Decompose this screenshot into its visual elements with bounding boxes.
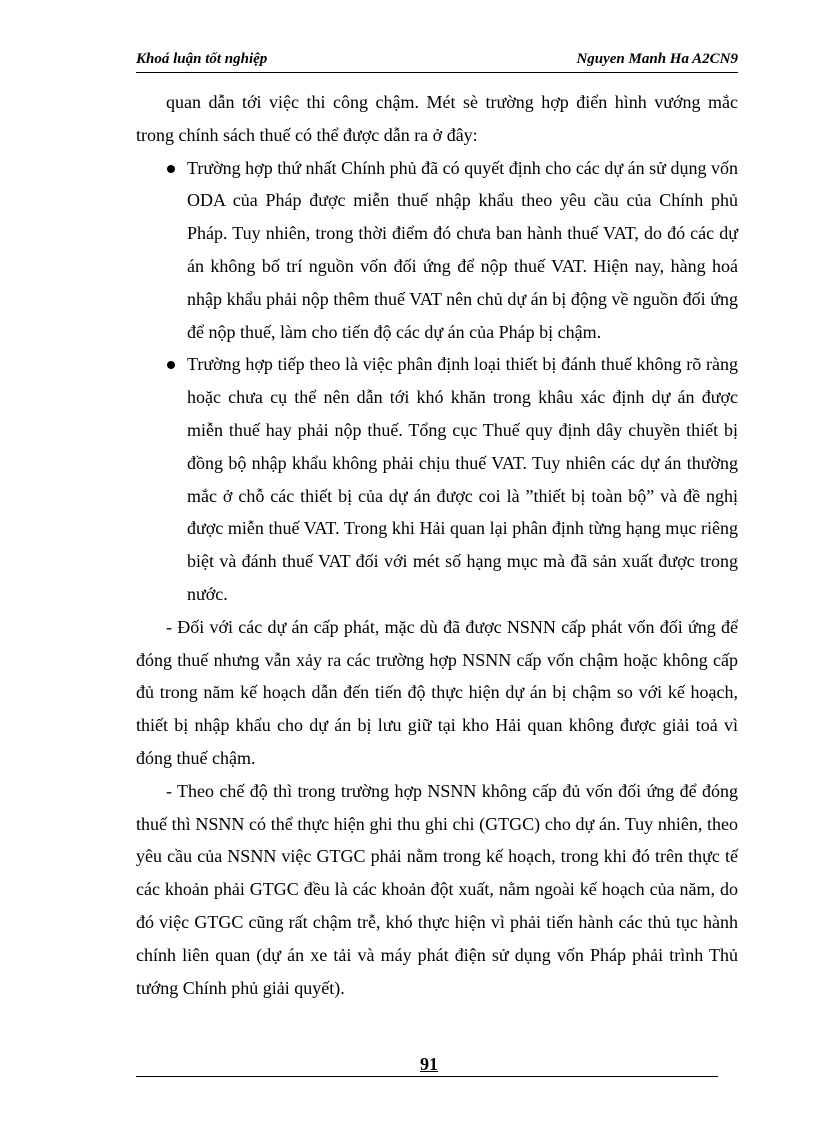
- bullet-text: Trường hợp tiếp theo là việc phân định loại thiết bị đánh thuế không rõ ràng hoặc chưa cụ thể nên dẫn tới khó khăn trong khâu xác định dự án được miễn thuế hay phải nộp thuế. Tổng cục Thuế quy định dây chuyền thiết bị đồng bộ nhập khẩu không phải chịu thuế VAT. Tuy nhiên các dự án thường mắc ở chỗ các thiết bị của dự án được coi là ”thiết bị toàn bộ” và đề nghị được miễn thuế VAT. Trong khi Hải quan lại phân định từng hạng mục riêng biệt và đánh thuế VAT đối với mét số hạng mục mà đã sản xuất được trong nước.: [187, 354, 738, 604]
- page-body: [136, 86, 738, 1004]
- paragraph-allocation: - Đối với các dự án cấp phát, mặc dù đã được NSNN cấp phát vốn đối ứng để đóng thuế nhưng vẫn xảy ra các trường hợp NSNN cấp vốn chậm hoặc không cấp đủ trong năm kế hoạch dẫn đến tiến độ thực hiện dự án bị chậm so với kế hoạch, thiết bị nhập khẩu cho dự án bị lưu giữ tại kho Hải quan không được giải toả vì đóng thuế chậm.: [136, 616, 738, 768]
- bullet-dot-icon: [167, 165, 175, 173]
- header-author: Nguyen Manh Ha A2CN9: [576, 51, 738, 67]
- page-header: [136, 50, 738, 73]
- intro-paragraph: quan dẫn tới việc thi công chậm. Mét sè trường hợp điển hình vướng mắc trong chính sách thuế có thể được dẫn ra ở đây:: [136, 92, 738, 145]
- header-thesis-title: Khoá luận tốt nghiệp: [136, 51, 268, 67]
- bullet-item: [136, 152, 738, 349]
- footer-rule: [136, 1076, 718, 1077]
- page-number: 91: [420, 1054, 438, 1074]
- paragraph-gtgc: - Theo chế độ thì trong trường hợp NSNN không cấp đủ vốn đối ứng để đóng thuế thì NSNN có thể thực hiện ghi thu ghi chi (GTGC) cho dự án. Tuy nhiên, theo yêu cầu của NSNN việc GTGC phải nằm trong kế hoạch, trong khi đó trên thực tế các khoản phải GTGC đều là các khoản đột xuất, nằm ngoài kế hoạch của năm, do đó việc GTGC cũng rất chậm trễ, khó thực hiện vì phải tiến hành các thủ tục hành chính liên quan (dự án xe tải và máy phát điện sử dụng vốn Pháp phải trình Thủ tướng Chính phủ giải quyết).: [136, 780, 738, 998]
- bullet-item: [136, 348, 738, 610]
- bullet-text: Trường hợp thứ nhất Chính phủ đã có quyết định cho các dự án sử dụng vốn ODA của Pháp được miễn thuế nhập khẩu theo yêu cầu của Chính phủ Pháp. Tuy nhiên, trong thời điểm đó chưa ban hành thuế VAT, do đó các dự án không bố trí nguồn vốn đối ứng để nộp thuế VAT. Hiện nay, hàng hoá nhập khẩu phải nộp thêm thuế VAT nên chủ dự án bị động về nguồn đối ứng để nộp thuế, làm cho tiến độ các dự án của Pháp bị chậm.: [187, 157, 738, 342]
- bullet-dot-icon: [167, 361, 175, 369]
- bullet-list: [136, 152, 738, 611]
